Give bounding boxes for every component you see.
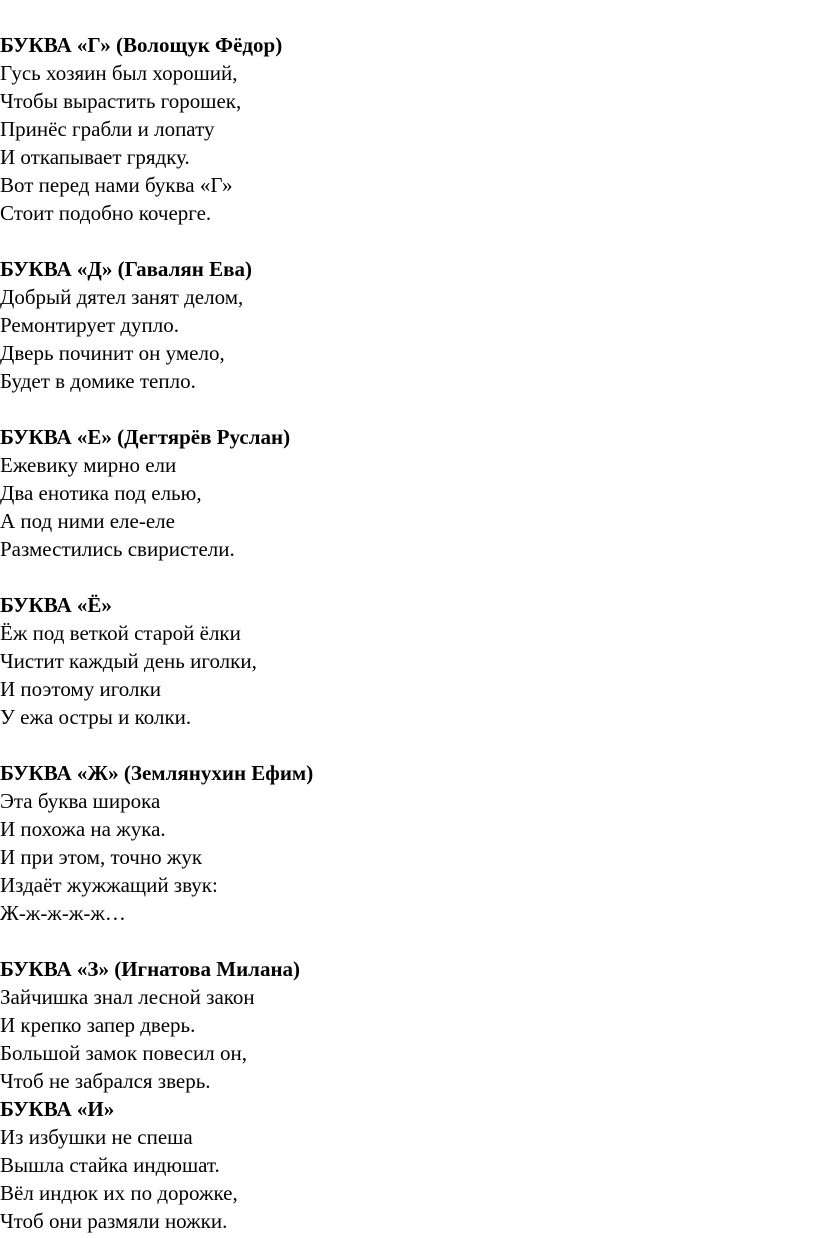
poem-line: Ремонтирует дупло.	[0, 313, 180, 337]
poem-line: Принёс грабли и лопату	[0, 117, 215, 141]
poem-line: И при этом, точно жук	[0, 845, 203, 869]
poem-line: Ежевику мирно ели	[0, 453, 177, 477]
stanza-letter-g	[0, 31, 816, 227]
poem-line: И крепко запер дверь.	[0, 1013, 196, 1037]
poem-line: Чтобы вырастить горошек,	[0, 89, 242, 113]
poem-line: Вот перед нами буква «Г»	[0, 173, 233, 197]
stanza-spacer	[0, 731, 816, 759]
stanza-spacer	[0, 563, 816, 591]
poem-line: Вышла стайка индюшат.	[0, 1153, 220, 1177]
poem-line: Добрый дятел занят делом,	[0, 285, 244, 309]
stanza-heading: БУКВА «И»	[0, 1097, 115, 1121]
poem-line: Будет в домике тепло.	[0, 369, 196, 393]
stanza-spacer	[0, 927, 816, 955]
stanza-letter-zh	[0, 759, 816, 927]
stanza-heading: БУКВА «З» (Игнатова Милана)	[0, 957, 301, 981]
poem-line: Вёл индюк их по дорожке,	[0, 1181, 238, 1205]
poem-line: Дверь починит он умело,	[0, 341, 225, 365]
stanza-heading: БУКВА «Е» (Дегтярёв Руслан)	[0, 425, 291, 449]
poem-line: Ж-ж-ж-ж-ж…	[0, 901, 126, 925]
poem-line: Чтоб не забрался зверь.	[0, 1069, 211, 1093]
poem-line: Чтоб они размяли ножки.	[0, 1209, 228, 1233]
poem-line: И откапывает грядку.	[0, 145, 190, 169]
stanza-spacer	[0, 227, 816, 255]
stanza-spacer	[0, 395, 816, 423]
poem-line: А под ними еле-еле	[0, 509, 175, 533]
poem-line: Разместились свиристели.	[0, 537, 235, 561]
poem-line: И похожа на жука.	[0, 817, 166, 841]
poem-line: Издаёт жужжащий звук:	[0, 873, 218, 897]
poem-line: Чистит каждый день иголки,	[0, 649, 257, 673]
poem-line: Два енотика под елью,	[0, 481, 202, 505]
stanza-letter-i	[0, 1095, 816, 1235]
poem-line: Эта буква широка	[0, 789, 161, 813]
poem-line: Стоит подобно кочерге.	[0, 201, 212, 225]
stanza-heading: БУКВА «Д» (Гавалян Ева)	[0, 257, 252, 281]
stanza-letter-d	[0, 255, 816, 395]
stanza-heading: БУКВА «Г» (Волощук Фёдор)	[0, 33, 283, 57]
poem-line: Гусь хозяин был хороший,	[0, 61, 238, 85]
poem-line: Большой замок повесил он,	[0, 1041, 248, 1065]
document-page	[0, 31, 816, 1235]
stanza-heading: БУКВА «Ё»	[0, 593, 112, 617]
stanza-letter-z	[0, 955, 816, 1095]
stanza-heading: БУКВА «Ж» (Землянухин Ефим)	[0, 761, 314, 785]
poem-line: Ёж под веткой старой ёлки	[0, 621, 241, 645]
stanza-letter-yo	[0, 591, 816, 731]
poem-line: Зайчишка знал лесной закон	[0, 985, 255, 1009]
poem-line: У ежа остры и колки.	[0, 705, 192, 729]
poem-line: И поэтому иголки	[0, 677, 161, 701]
stanza-letter-e	[0, 423, 816, 563]
poem-line: Из избушки не спеша	[0, 1125, 193, 1149]
